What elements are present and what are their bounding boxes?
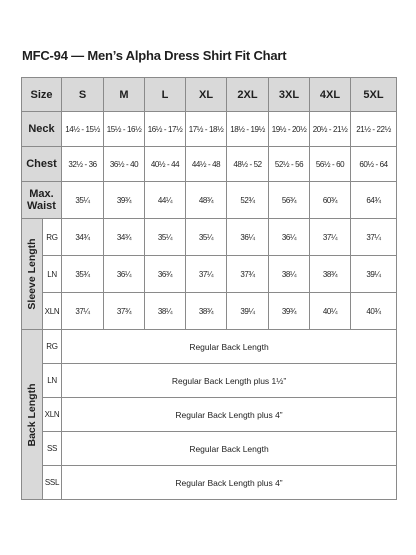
back-length-value: Regular Back Length <box>62 432 397 466</box>
chest-value: 44½ - 48 <box>186 147 227 182</box>
back-length-value: Regular Back Length plus 1½” <box>62 364 397 398</box>
sleeve-row <box>22 256 397 293</box>
waist-value: 44¼ <box>145 182 186 219</box>
sleeve-value: 35¼ <box>186 219 227 256</box>
chest-label: Chest <box>22 147 62 182</box>
size-header: 3XL <box>269 78 310 112</box>
back-length-code: SS <box>43 432 62 466</box>
waist-row <box>22 182 397 219</box>
sleeve-length-text: Sleeve Length <box>26 238 38 310</box>
size-header: S <box>62 78 104 112</box>
chest-value: 48½ - 52 <box>227 147 269 182</box>
sleeve-value: 39¼ <box>351 256 397 293</box>
sleeve-value: 34¾ <box>62 219 104 256</box>
neck-value: 19½ - 20½ <box>269 112 310 147</box>
neck-label: Neck <box>22 112 62 147</box>
sleeve-row <box>22 293 397 330</box>
size-label: Size <box>22 78 62 112</box>
chest-value: 36½ - 40 <box>104 147 145 182</box>
sleeve-value: 36¾ <box>145 256 186 293</box>
size-header: L <box>145 78 186 112</box>
waist-label-line2: Waist <box>27 200 56 212</box>
chart-title: MFC-94 — Men’s Alpha Dress Shirt Fit Chart <box>22 48 287 63</box>
waist-value: 48¾ <box>186 182 227 219</box>
sleeve-code: LN <box>43 256 62 293</box>
sleeve-value: 37¼ <box>351 219 397 256</box>
sleeve-value: 37¼ <box>310 219 351 256</box>
neck-value: 18½ - 19½ <box>227 112 269 147</box>
neck-value: 15½ - 16½ <box>104 112 145 147</box>
waist-value: 52¾ <box>227 182 269 219</box>
sleeve-value: 38¼ <box>269 256 310 293</box>
back-length-code: SSL <box>43 466 62 500</box>
back-length-value: Regular Back Length plus 4” <box>62 398 397 432</box>
back-length-row <box>22 364 397 398</box>
back-length-row <box>22 432 397 466</box>
sleeve-value: 40¼ <box>310 293 351 330</box>
chest-row <box>22 147 397 182</box>
back-length-code: RG <box>43 330 62 364</box>
chest-value: 52½ - 56 <box>269 147 310 182</box>
neck-value: 17½ - 18½ <box>186 112 227 147</box>
sleeve-value: 37¼ <box>62 293 104 330</box>
sleeve-value: 36¼ <box>227 219 269 256</box>
neck-value: 20½ - 21½ <box>310 112 351 147</box>
waist-value: 64¾ <box>351 182 397 219</box>
waist-value: 56¾ <box>269 182 310 219</box>
back-length-label <box>22 330 43 500</box>
size-header: XL <box>186 78 227 112</box>
sleeve-value: 36¼ <box>269 219 310 256</box>
chest-value: 40½ - 44 <box>145 147 186 182</box>
size-header-row <box>22 78 397 112</box>
fit-chart-table <box>21 77 397 500</box>
back-length-row <box>22 466 397 500</box>
sleeve-value: 39¼ <box>227 293 269 330</box>
sleeve-value: 34¾ <box>104 219 145 256</box>
sleeve-length-label <box>22 219 43 330</box>
chest-value: 56½ - 60 <box>310 147 351 182</box>
waist-label-line1: Max. <box>29 188 54 200</box>
waist-value: 39¾ <box>104 182 145 219</box>
sleeve-code: XLN <box>43 293 62 330</box>
chest-value: 32½ - 36 <box>62 147 104 182</box>
neck-row <box>22 112 397 147</box>
sleeve-value: 39¾ <box>269 293 310 330</box>
sleeve-value: 36¼ <box>104 256 145 293</box>
size-header: 2XL <box>227 78 269 112</box>
sleeve-value: 37¼ <box>186 256 227 293</box>
sleeve-value: 35¾ <box>62 256 104 293</box>
sleeve-value: 37¾ <box>227 256 269 293</box>
back-length-code: LN <box>43 364 62 398</box>
sleeve-code: RG <box>43 219 62 256</box>
back-length-code: XLN <box>43 398 62 432</box>
neck-value: 14½ - 15½ <box>62 112 104 147</box>
chest-value: 60½ - 64 <box>351 147 397 182</box>
back-length-text: Back Length <box>26 382 38 447</box>
back-length-row <box>22 398 397 432</box>
waist-value: 35¼ <box>62 182 104 219</box>
waist-value: 60¾ <box>310 182 351 219</box>
back-length-value: Regular Back Length plus 4” <box>62 466 397 500</box>
sleeve-value: 38¾ <box>186 293 227 330</box>
size-header: M <box>104 78 145 112</box>
sleeve-value: 38¾ <box>310 256 351 293</box>
sleeve-value: 37¾ <box>104 293 145 330</box>
sleeve-value: 40¾ <box>351 293 397 330</box>
neck-value: 16½ - 17½ <box>145 112 186 147</box>
back-length-value: Regular Back Length <box>62 330 397 364</box>
sleeve-value: 38¼ <box>145 293 186 330</box>
waist-label <box>22 182 62 219</box>
size-header: 4XL <box>310 78 351 112</box>
back-length-row <box>22 330 397 364</box>
neck-value: 21½ - 22½ <box>351 112 397 147</box>
size-header: 5XL <box>351 78 397 112</box>
sleeve-row <box>22 219 397 256</box>
sleeve-value: 35¼ <box>145 219 186 256</box>
